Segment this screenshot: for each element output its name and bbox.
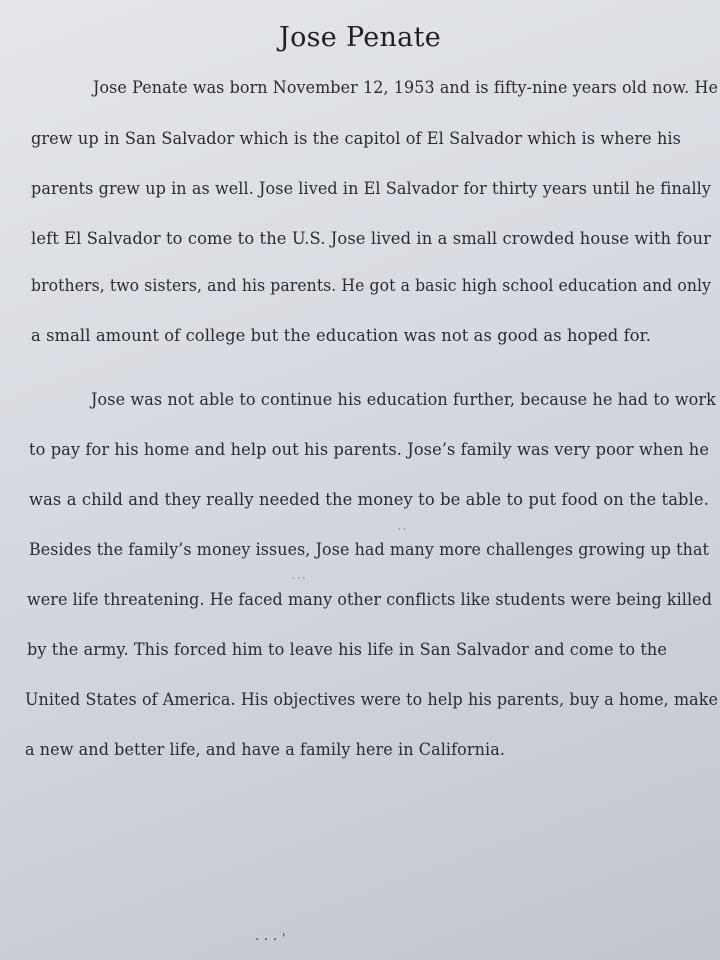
paragraph-2-line-8: a new and better life, and have a family here in California.: [25, 740, 505, 759]
paragraph-1-line-5: brothers, two sisters, and his parents. He got a basic high school education and only: [31, 276, 711, 295]
paragraph-1-line-1: Jose Penate was born November 12, 1953 and is fifty-nine years old now. He: [93, 78, 718, 97]
paragraph-1-line-3: parents grew up in as well. Jose lived in El Salvador for thirty years until he finally: [31, 179, 711, 198]
paragraph-2-line-6: by the army. This forced him to leave his life in San Salvador and come to the: [27, 640, 667, 659]
paragraph-2-line-1: Jose was not able to continue his education further, because he had to work: [91, 390, 716, 409]
paragraph-1-line-6: a small amount of college but the education was not as good as hoped for.: [31, 326, 651, 345]
show-through-mark: · · · ˈ: [255, 932, 286, 948]
paragraph-2-line-3: was a child and they really needed the money to be able to put food on the table.: [29, 490, 709, 509]
paragraph-2-line-7: United States of America. His objectives were to help his parents, buy a home, make: [25, 690, 718, 709]
show-through-mark: ˈ ˈ ˈ: [292, 577, 306, 587]
paragraph-2-line-4: Besides the family’s money issues, Jose had many more challenges growing up that: [29, 540, 709, 559]
paragraph-2-line-5: were life threatening. He faced many other conflicts like students were being killed: [27, 590, 712, 609]
document-title: Jose Penate: [278, 22, 442, 53]
paragraph-1-line-4: left El Salvador to come to the U.S. Jose lived in a small crowded house with four: [31, 229, 711, 248]
paragraph-1-line-2: grew up in San Salvador which is the capitol of El Salvador which is where his: [31, 129, 681, 148]
show-through-mark: ˈ ˈ: [398, 528, 406, 538]
paragraph-2-line-2: to pay for his home and help out his parents. Jose’s family was very poor when he: [29, 440, 709, 459]
